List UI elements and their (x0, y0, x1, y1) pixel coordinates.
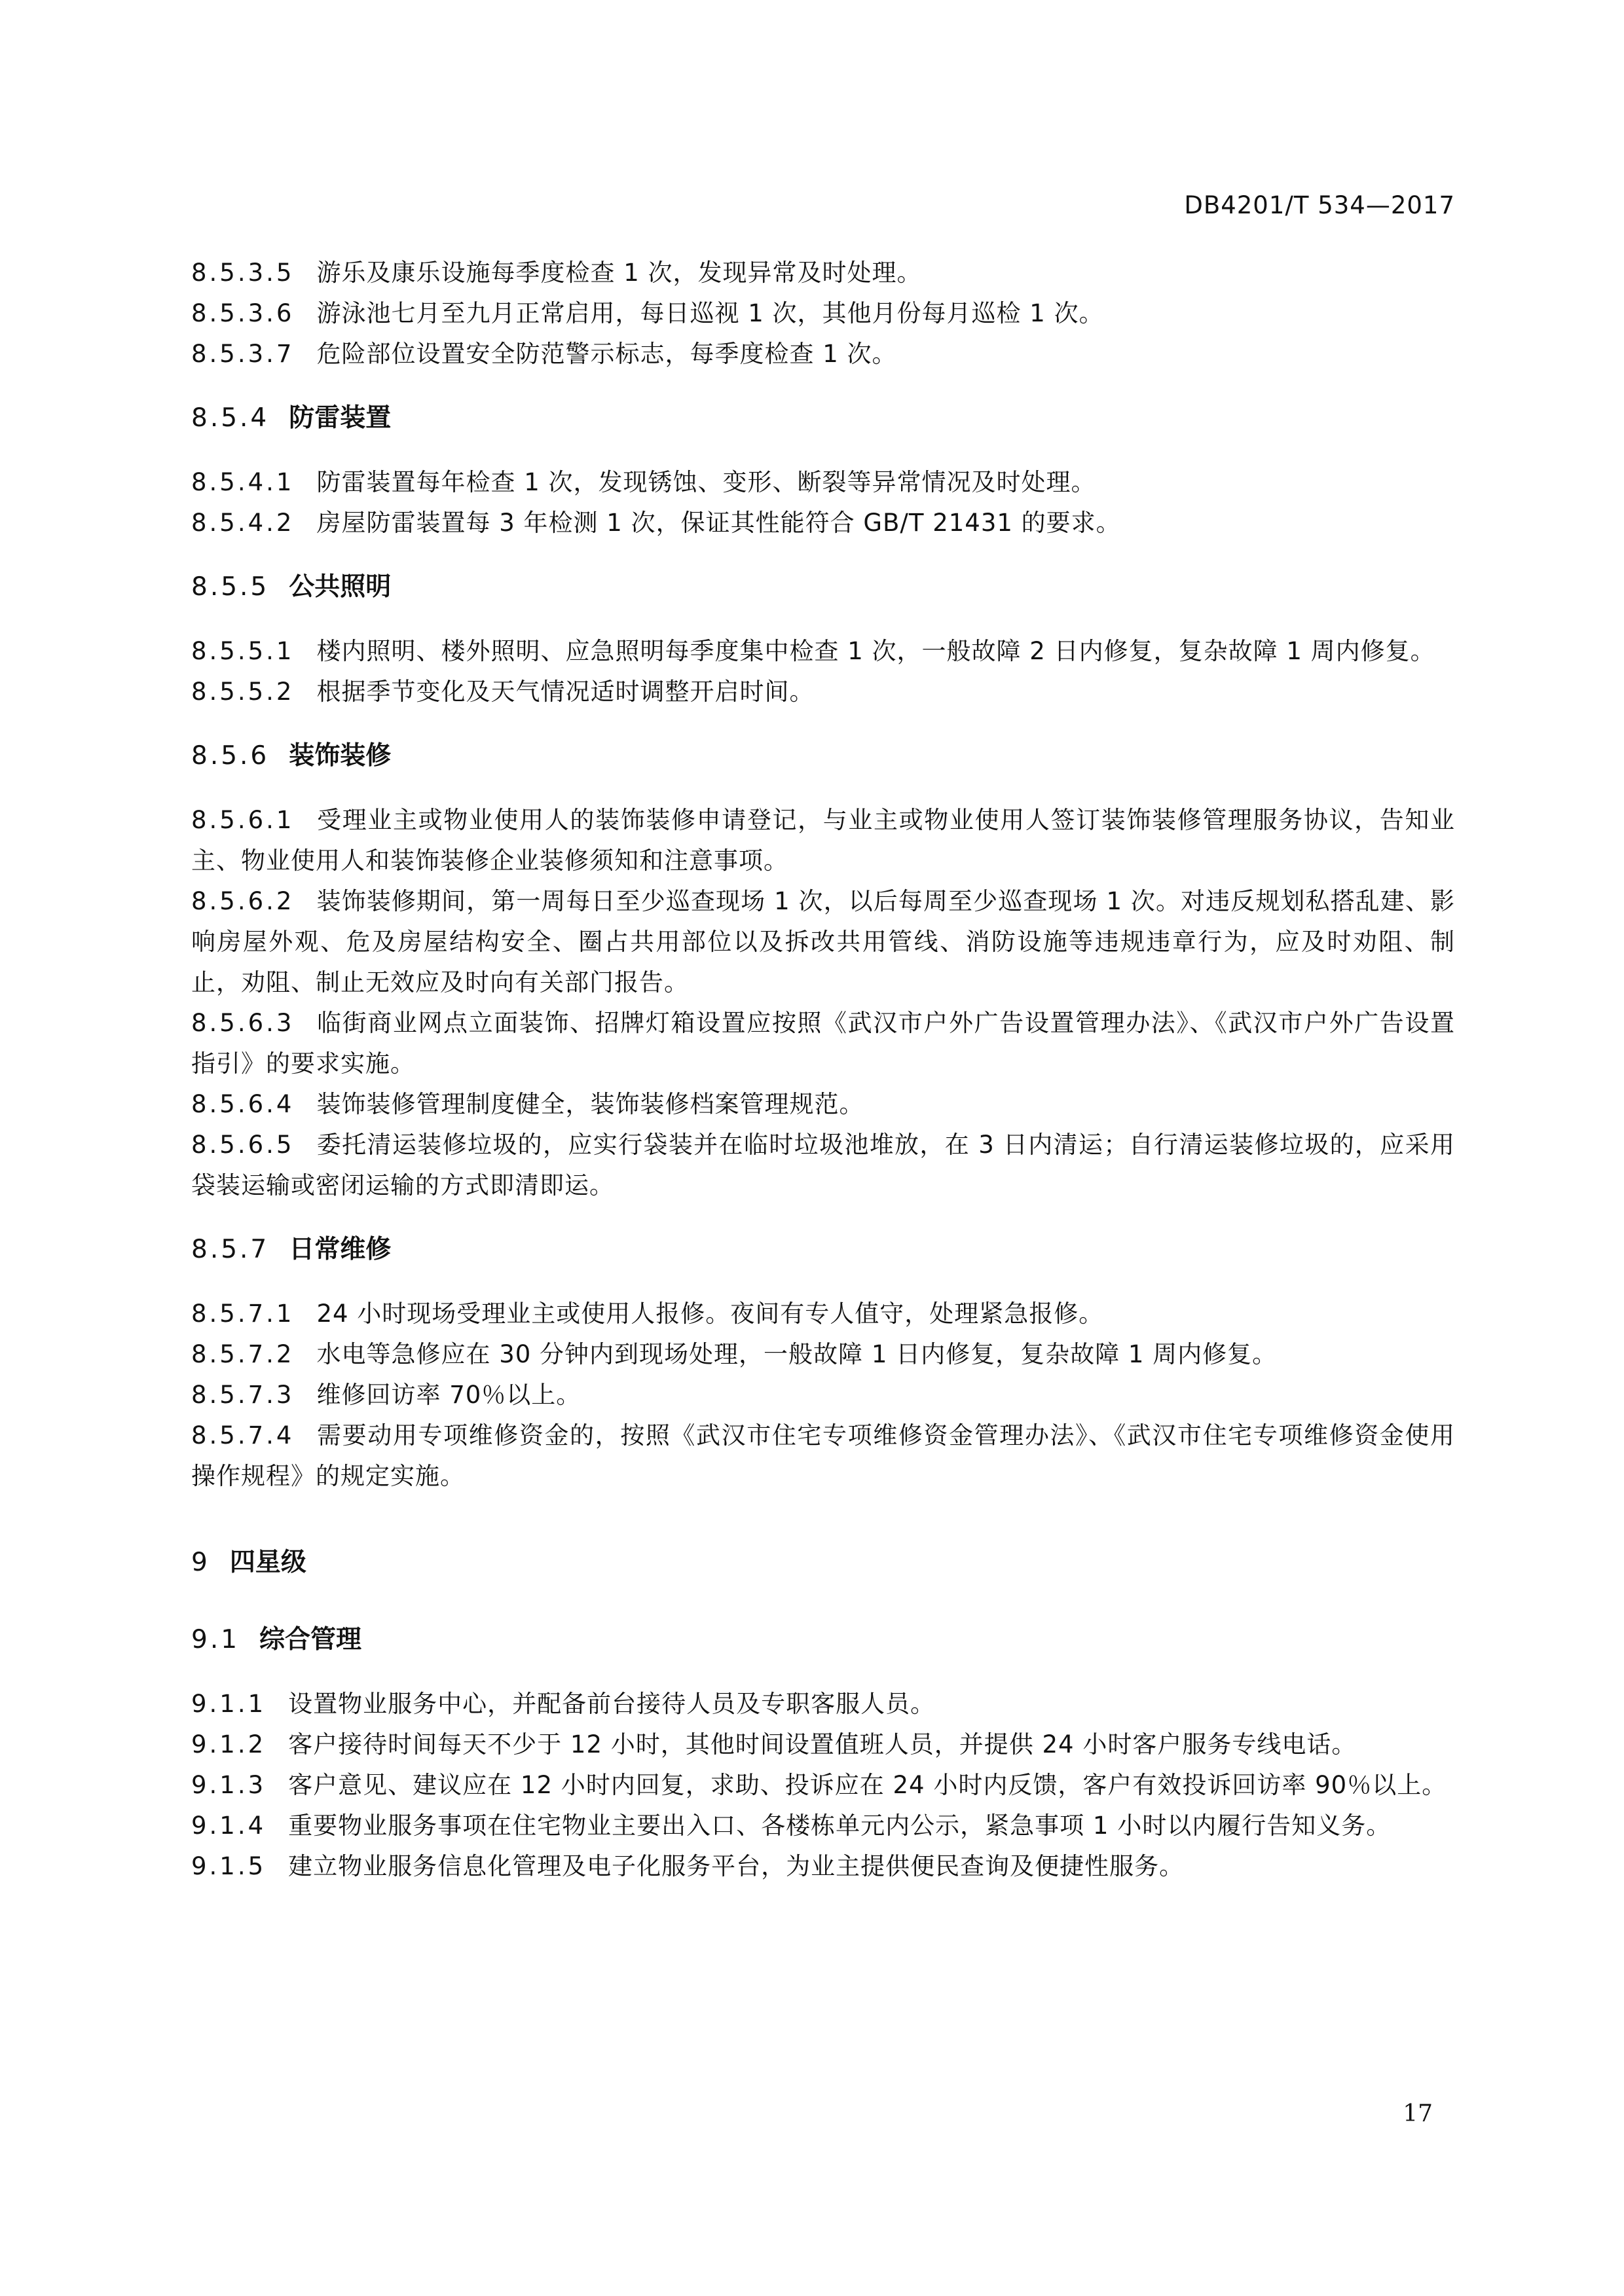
clause-paragraph (191, 1724, 1455, 1765)
clause-number: 9.1.4 (191, 1812, 267, 1840)
clause-number: 8.5.6.3 (191, 1009, 295, 1037)
clause-text: 设置物业服务中心，并配备前台接待人员及专职客服人员。 (288, 1690, 936, 1718)
clause-paragraph (191, 253, 1455, 293)
clause-text: 楼内照明、楼外照明、应急照明每季度集中检查 1 次，一般故障 2 日内修复，复杂故障 1 周内修复。 (316, 637, 1435, 665)
clause-text: 游乐及康乐设施每季度检查 1 次，发现异常及时处理。 (316, 259, 922, 287)
clause-text: 房屋防雷装置每 3 年检测 1 次，保证其性能符合 GB/T 21431 的要求。 (316, 509, 1121, 537)
clause-number: 8.5.5 (191, 572, 270, 602)
clause-number: 8.5.4 (191, 403, 270, 433)
clause-paragraph (191, 881, 1455, 1003)
clause-paragraph (191, 503, 1455, 543)
clause-number: 8.5.5.1 (191, 637, 295, 665)
clause-text: 装饰装修管理制度健全，装饰装修档案管理规范。 (316, 1090, 864, 1118)
clause-text: 需要动用专项维修资金的，按照《武汉市住宅专项维修资金管理办法》、《武汉市住宅专项维修资金使用操作规程》的规定实施。 (191, 1421, 1455, 1490)
clause-paragraph (191, 631, 1455, 672)
clause-number: 8.5.7.1 (191, 1300, 295, 1328)
clause-text: 委托清运装修垃圾的，应实行袋装并在临时垃圾池堆放，在 3 日内清运；自行清运装修垃圾的，应采用袋装运输或密闭运输的方式即清即运。 (191, 1131, 1455, 1199)
clause-text: 综合管理 (259, 1625, 362, 1654)
document-body (191, 253, 1455, 1887)
clause-number: 8.5.4.2 (191, 509, 295, 537)
clause-paragraph (191, 1294, 1455, 1334)
clause-text: 防雷装置每年检查 1 次，发现锈蚀、变形、断裂等异常情况及时处理。 (316, 468, 1096, 496)
clause-number: 8.5.3.5 (191, 259, 295, 287)
clause-number: 8.5.3.6 (191, 299, 295, 327)
clause-text: 游泳池七月至九月正常启用，每日巡视 1 次，其他月份每月巡检 1 次。 (316, 299, 1104, 327)
clause-text: 建立物业服务信息化管理及电子化服务平台，为业主提供便民查询及便捷性服务。 (288, 1852, 1185, 1880)
clause-number: 8.5.6 (191, 741, 270, 771)
clause-number: 8.5.7 (191, 1235, 270, 1264)
clause-paragraph (191, 1684, 1455, 1724)
clause-text: 日常维修 (289, 1235, 392, 1264)
clause-number: 8.5.7.3 (191, 1381, 295, 1409)
clause-text: 水电等急修应在 30 分钟内到现场处理，一般故障 1 日内修复，复杂故障 1 周内修复。 (316, 1340, 1278, 1368)
clause-text: 四星级 (229, 1548, 306, 1577)
clause-paragraph (191, 334, 1455, 374)
clause-number: 8.5.7.4 (191, 1421, 295, 1449)
section-heading (191, 398, 1455, 439)
clause-number: 9.1.1 (191, 1690, 267, 1718)
clause-paragraph (191, 1806, 1455, 1846)
clause-text: 重要物业服务事项在住宅物业主要出入口、各楼栋单元内公示，紧急事项 1 小时以内履行告知义务。 (288, 1812, 1392, 1840)
clause-number: 8.5.7.2 (191, 1340, 295, 1368)
clause-text: 维修回访率 70％以上。 (316, 1381, 581, 1409)
clause-paragraph (191, 1765, 1455, 1806)
clause-number: 8.5.6.5 (191, 1131, 295, 1159)
clause-text: 防雷装置 (289, 403, 392, 433)
clause-paragraph (191, 293, 1455, 334)
document-id-header: DB4201/T 534—2017 (1184, 191, 1455, 219)
clause-text: 临街商业网点立面装饰、招牌灯箱设置应按照《武汉市户外广告设置管理办法》、《武汉市户外广告设置指引》的要求实施。 (191, 1009, 1455, 1078)
clause-number: 8.5.6.1 (191, 806, 295, 834)
clause-number: 8.5.5.2 (191, 678, 295, 706)
clause-text: 24 小时现场受理业主或使用人报修。夜间有专人值守，处理紧急报修。 (316, 1300, 1104, 1328)
clause-number: 9.1.3 (191, 1771, 267, 1799)
clause-paragraph (191, 1846, 1455, 1887)
clause-paragraph (191, 672, 1455, 712)
clause-text: 受理业主或物业使用人的装饰装修申请登记，与业主或物业使用人签订装饰装修管理服务协议，告知业主、物业使用人和装饰装修企业装修须知和注意事项。 (191, 806, 1455, 875)
clause-number: 9 (191, 1548, 210, 1577)
clause-number: 8.5.6.4 (191, 1090, 295, 1118)
clause-number: 9.1 (191, 1625, 240, 1654)
clause-number: 8.5.4.1 (191, 468, 295, 496)
clause-number: 8.5.6.2 (191, 887, 295, 915)
clause-paragraph (191, 1084, 1455, 1125)
clause-text: 装饰装修 (289, 741, 392, 771)
clause-text: 危险部位设置安全防范警示标志，每季度检查 1 次。 (316, 340, 897, 368)
clause-number: 9.1.2 (191, 1730, 267, 1758)
clause-paragraph (191, 1125, 1455, 1206)
clause-paragraph (191, 1003, 1455, 1084)
clause-text: 装饰装修期间，第一周每日至少巡查现场 1 次，以后每周至少巡查现场 1 次。对违反规划私搭乱建、影响房屋外观、危及房屋结构安全、圈占共用部位以及拆改共用管线、消防设施等违规违章行为，应及时劝阻、制止，劝阻、制止无效应及时向有关部门报告。 (191, 887, 1455, 996)
clause-number: 8.5.3.7 (191, 340, 295, 368)
clause-paragraph (191, 1375, 1455, 1415)
section-heading (191, 567, 1455, 608)
clause-text: 客户接待时间每天不少于 12 小时，其他时间设置值班人员，并提供 24 小时客户服务专线电话。 (288, 1730, 1357, 1758)
chapter-heading (191, 1542, 1455, 1583)
clause-paragraph (191, 462, 1455, 503)
clause-text: 公共照明 (289, 572, 392, 602)
section-heading (191, 1620, 1455, 1660)
section-heading (191, 1230, 1455, 1270)
clause-paragraph (191, 800, 1455, 881)
clause-text: 客户意见、建议应在 12 小时内回复，求助、投诉应在 24 小时内反馈，客户有效投诉回访率 90％以上。 (288, 1771, 1447, 1799)
clause-paragraph (191, 1415, 1455, 1497)
section-heading (191, 736, 1455, 776)
clause-number: 9.1.5 (191, 1852, 267, 1880)
clause-text: 根据季节变化及天气情况适时调整开启时间。 (316, 678, 815, 706)
clause-paragraph (191, 1334, 1455, 1375)
page-number: 17 (1403, 2100, 1433, 2127)
